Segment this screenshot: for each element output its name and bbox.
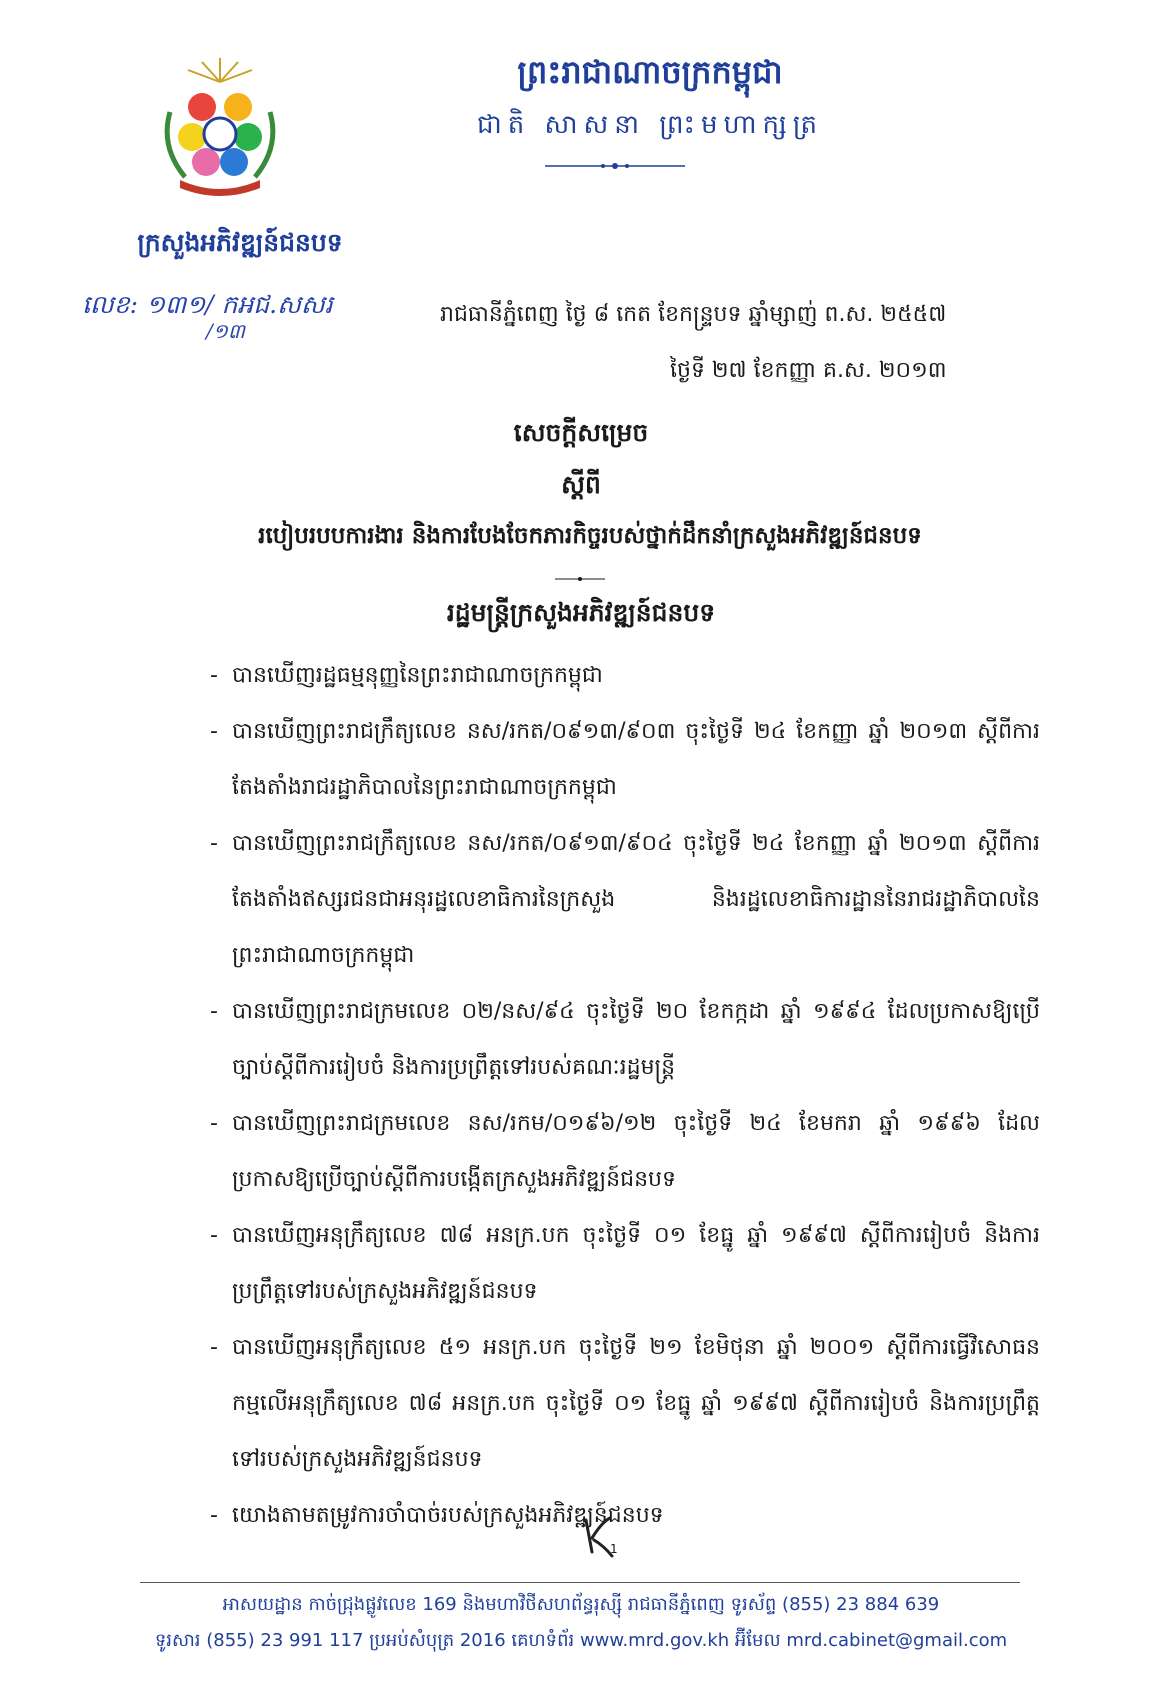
reference-number: លេខ: ១៣១/ កអជ.សសរ bbox=[82, 290, 333, 319]
list-item: - បានឃើញរដ្ឋធម្មនុញ្ញនៃព្រះរាជាណាចក្រកម្ពុជា bbox=[210, 648, 1040, 704]
title-divider bbox=[555, 575, 605, 583]
list-item: - បានឃើញអនុក្រឹត្យលេខ ៧៨ អនក្រ.បក ចុះថ្ងៃទី ០១ ខែធ្នូ ឆ្នាំ ១៩៩៧ ស្តីពីការរៀបចំ និងការប្រព្រឹត្តទៅរបស់ក្រសួងអភិវឌ្ឍន៍ជនបទ bbox=[210, 1208, 1040, 1320]
list-item: - យោងតាមតម្រូវការចាំបាច់របស់ក្រសួងអភិវឌ្ឍន៍ជនបទ bbox=[210, 1488, 1040, 1544]
about-title: ស្តីពី bbox=[561, 470, 601, 499]
page-number: 1 bbox=[610, 1542, 618, 1556]
reference-suffix: /១៣ bbox=[206, 319, 245, 343]
list-item: - បានឃើញព្រះរាជក្រមលេខ ០២/នស/៩៤ ចុះថ្ងៃទី ២០ ខែកក្កដា ឆ្នាំ ១៩៩៤ ដែលប្រកាសឱ្យប្រើច្បាប់ស្តីពីការរៀបចំ និងការប្រព្រឹត្តទៅរបស់គណៈរដ្ឋមន្ត្រី bbox=[210, 984, 1040, 1096]
list-item: - បានឃើញព្រះរាជក្រឹត្យលេខ នស/រកត/០៩១៣/៩០៤ ចុះថ្ងៃទី ២៤ ខែកញ្ញា ឆ្នាំ ២០១៣ ស្តីពីការតែងតាំងឥស្សរជនជាអនុរដ្ឋលេខាធិការនៃក្រសួង និងរដ្ឋលេខាធិការដ្ឋាននៃរាជរដ្ឋាភិបាលនៃព្រះរាជាណាចក្រកម្ពុជា bbox=[210, 816, 1040, 984]
national-motto: ជាតិ សាសនា ព្រះមហាក្សត្រ bbox=[477, 110, 823, 140]
ministry-emblem-icon bbox=[150, 52, 290, 202]
subject-title: របៀបរបបការងារ និងការបែងចែកភារកិច្ចរបស់ថ្នាក់ដឹកនាំក្រសួងអភិវឌ្ឍន៍ជនបទ bbox=[258, 523, 922, 549]
kingdom-title: ព្រះរាជាណាចក្រកម្ពុជា bbox=[517, 53, 783, 91]
lunar-date: រាជធានីភ្នំពេញ ថ្ងៃ ៨ កេត ខែកន្ទ្របទ ឆ្នាំម្សាញ់ ព.ស. ២៥៥៧ bbox=[440, 302, 947, 327]
solar-date: ថ្ងៃទី ២៧ ខែកញ្ញា គ.ស. ២០១៣ bbox=[670, 358, 947, 383]
decision-title: សេចក្តីសម្រេច bbox=[513, 418, 649, 447]
footer-rule bbox=[140, 1582, 1020, 1583]
ministry-name: ក្រសួងអភិវឌ្ឍន៍ជនបទ bbox=[137, 228, 343, 257]
footer-contact: ទូរសារ (855) 23 991 117 ប្រអប់សំបុត្រ 2016 គេហទំព័រ www.mrd.gov.kh អ៊ីមែល mrd.cabinet@gmail.com bbox=[154, 1630, 1008, 1651]
recitals-list bbox=[210, 648, 1040, 1544]
minister-heading: រដ្ឋមន្ត្រីក្រសួងអភិវឌ្ឍន៍ជនបទ bbox=[446, 598, 716, 627]
ornament-divider bbox=[545, 160, 685, 172]
footer-address: អាសយដ្ឋាន កាច់ជ្រុងផ្លូវលេខ 169 និងមហាវិថីសហព័ន្ធរុស្ស៊ី រាជធានីភ្នំពេញ ទូរស័ព្ទ (855) 23 884 639 bbox=[222, 1594, 940, 1615]
list-item: - បានឃើញព្រះរាជក្រមលេខ នស/រកម/០១៩៦/១២ ចុះថ្ងៃទី ២៤ ខែមករា ឆ្នាំ ១៩៩៦ ដែលប្រកាសឱ្យប្រើច្បាប់ស្តីពីការបង្កើតក្រសួងអភិវឌ្ឍន៍ជនបទ bbox=[210, 1096, 1040, 1208]
list-item: - បានឃើញព្រះរាជក្រឹត្យលេខ នស/រកត/០៩១៣/៩០៣ ចុះថ្ងៃទី ២៤ ខែកញ្ញា ឆ្នាំ ២០១៣ ស្តីពីការតែងតាំងរាជរដ្ឋាភិបាលនៃព្រះរាជាណាចក្រកម្ពុជា bbox=[210, 704, 1040, 816]
list-item: - បានឃើញអនុក្រឹត្យលេខ ៥១ អនក្រ.បក ចុះថ្ងៃទី ២១ ខែមិថុនា ឆ្នាំ ២០០១ ស្តីពីការធ្វើវិសោធនកម្មលើអនុក្រឹត្យលេខ ៧៨ អនក្រ.បក ចុះថ្ងៃទី ០១ ខែធ្នូ ឆ្នាំ ១៩៩៧ ស្តីពីការរៀបចំ និងការប្រព្រឹត្តទៅរបស់ក្រសួងអភិវឌ្ឍន៍ជនបទ bbox=[210, 1320, 1040, 1488]
